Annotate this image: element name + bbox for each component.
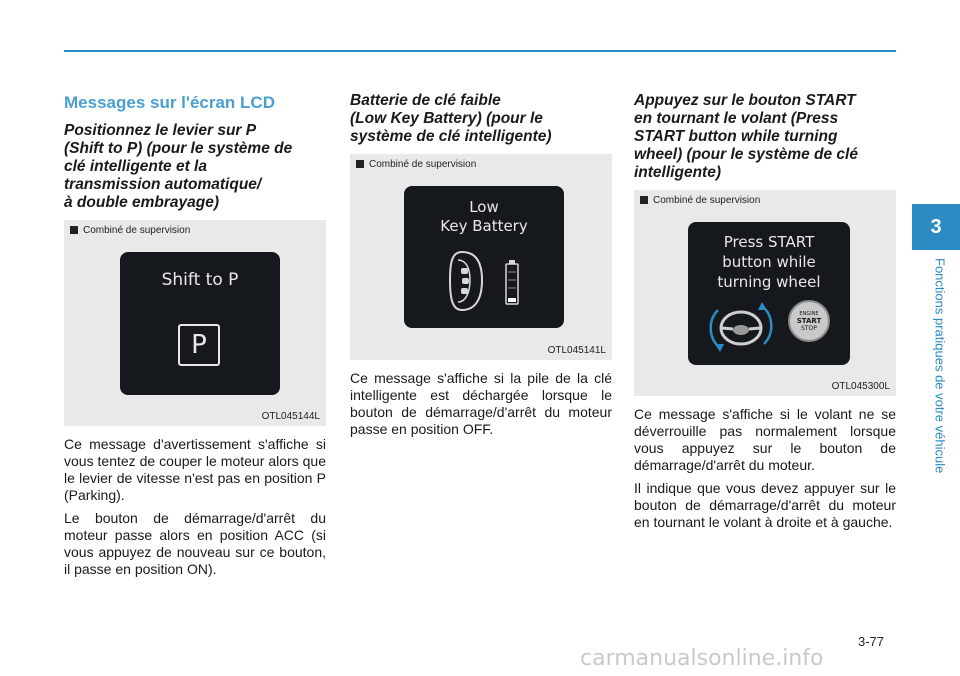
watermark: carmanualsonline.info [580,646,824,671]
column-shift-to-p [64,92,326,578]
column-low-key-battery [350,92,612,438]
figure-shift-to-p [64,220,326,426]
lcd-message: Shift to P [161,270,239,290]
steering-wheel-icon [706,294,776,360]
section-title: Messages sur l'écran LCD [64,93,275,112]
figure-code: OTL045144L [261,411,320,422]
lcd-display [404,186,564,328]
lcd-line-2: Key Battery [440,217,528,235]
smart-key-battery-icon [448,248,528,314]
lcd-line-2: button while [722,253,816,271]
heading-press-start: Appuyez sur le bouton START en tournant le volant (Press START button while turning wheel) (pour le système de clé intelligente) [634,92,858,181]
engine-start-stop-icon: ENGINE START STOP [788,300,830,342]
figure-press-start [634,190,896,396]
chapter-side-title: Fonctions pratiques de votre véhicule [932,258,948,474]
paragraph: Ce message s'affiche si la pile de la clé intelligente est déchargée lorsque le bouton de démarrage/d'arrêt du moteur passe en position OFF. [350,370,612,437]
figure-caption: Combiné de supervision [640,195,760,206]
square-bullet-icon [640,196,648,204]
chapter-number-tab: 3 [912,204,960,250]
paragraph: Ce message s'affiche si le volant ne se déverrouille pas normalement lorsque vous appuyez sur le bouton de démarrage/d'arrêt du moteur. [634,406,896,473]
top-rule [64,50,896,52]
lcd-display [688,222,850,365]
figure-low-key-battery [350,154,612,360]
heading-low-key-battery: Batterie de clé faible (Low Key Battery) (pour le système de clé intelligente) [350,92,552,145]
heading-shift-to-p: Positionnez le levier sur P (Shift to P) (pour le système de clé intelligente et la transmission automatique/ à double embrayage) [64,122,293,211]
figure-caption: Combiné de supervision [70,225,190,236]
square-bullet-icon [356,160,364,168]
figure-code: OTL045141L [547,345,606,356]
paragraph: Ce message d'avertissement s'affiche si vous tentez de couper le moteur alors que le levier de vitesse n'est pas en position P (Parking). [64,436,326,503]
lcd-display [120,252,280,395]
column-press-start [634,92,896,531]
paragraph: Il indique que vous devez appuyer sur le bouton de démarrage/d'arrêt du moteur en tournant le volant à droite et à gauche. [634,480,896,530]
lcd-line-1: Press START [723,233,815,251]
page-number: 3-77 [858,634,885,649]
gear-p-indicator: P [178,324,220,366]
paragraph: Le bouton de démarrage/d'arrêt du moteur passe alors en position ACC (si vous appuyez de nouveau sur ce bouton, il passe en position ON). [64,510,326,577]
lcd-line-3: turning wheel [717,273,821,291]
square-bullet-icon [70,226,78,234]
lcd-line-1: Low [469,198,499,216]
figure-code: OTL045300L [831,381,890,392]
figure-caption: Combiné de supervision [356,159,476,170]
